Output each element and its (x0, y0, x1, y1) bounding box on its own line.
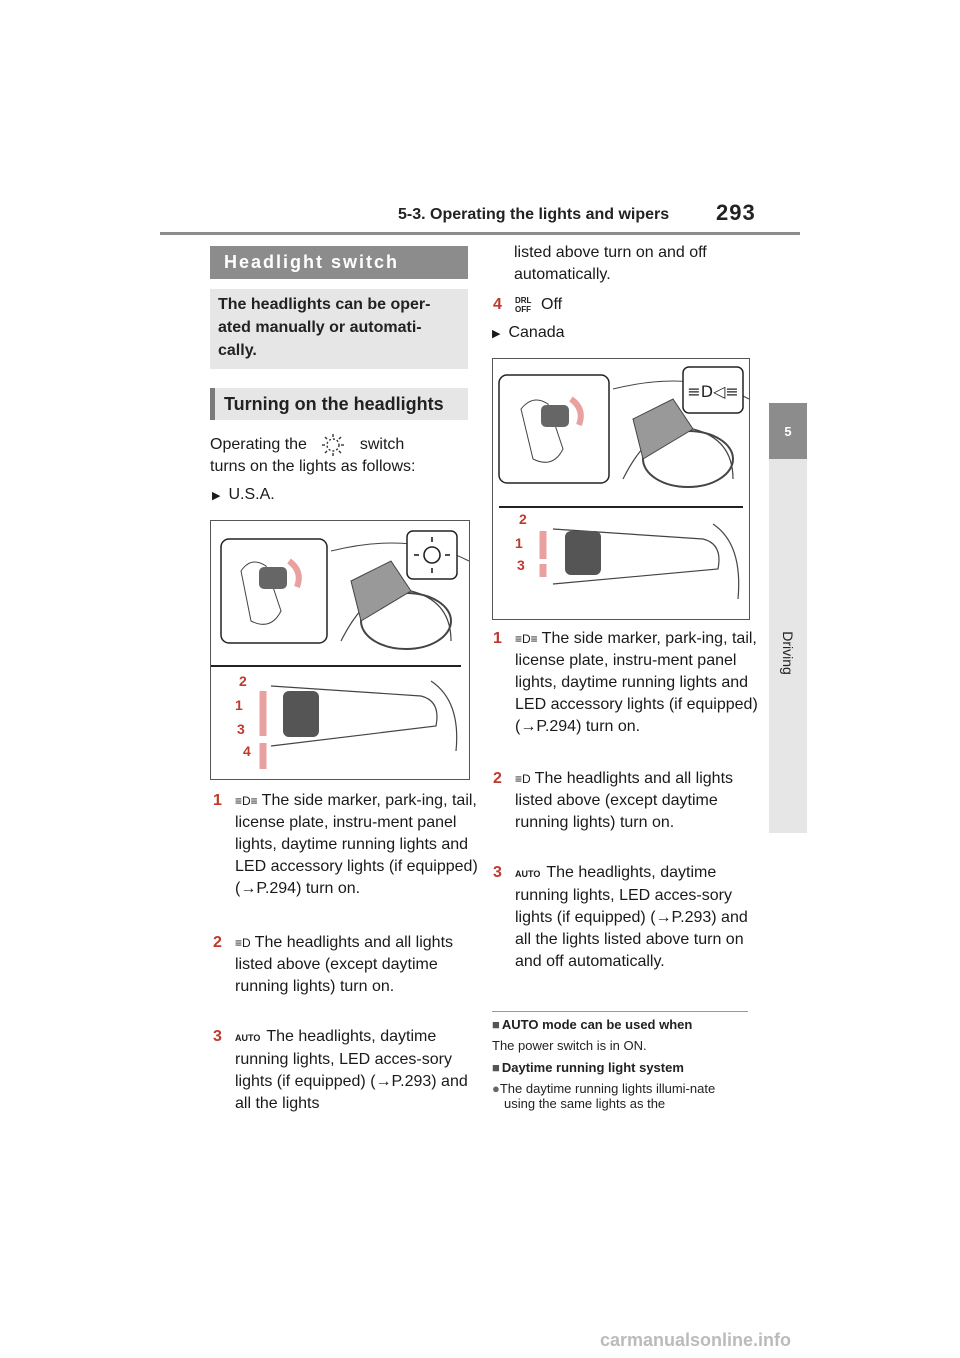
operating-text (210, 434, 470, 478)
note-block: ■ AUTO mode can be used when The power switch is in ON. ■ Daytime running light system ●The daytime running lights illumi-nate using the same lights as the (492, 1017, 748, 1111)
continued-text: listed above turn on and off automatically. (514, 244, 707, 283)
canada-figure (492, 358, 750, 620)
auto-icon: AUTO (235, 1033, 261, 1043)
figure-label: 1 (235, 697, 243, 713)
intro-box: The headlights can be oper-ated manually or automati-cally. (210, 289, 468, 369)
header-rule (160, 232, 800, 235)
operating-line2: turns on the lights as follows: (210, 458, 416, 476)
operating-after: switch (359, 436, 405, 454)
chapter-number: 5 (769, 403, 807, 459)
operating-before: Operating the (210, 436, 307, 454)
figure-label: 1 (515, 535, 523, 551)
circle-bullet-icon: ● (492, 1081, 500, 1096)
region-usa: ▶ U.S.A. (212, 486, 275, 503)
square-bullet-icon: ■ (492, 1017, 500, 1032)
figure-label: 2 (239, 673, 247, 689)
canada-illustration (493, 359, 749, 619)
headlight-icon: ≡D (515, 772, 531, 786)
subheading: Turning on the headlights (210, 388, 468, 420)
side-marker-icon: ≡D≡ (515, 632, 538, 646)
auto-icon: AUTO (515, 869, 541, 879)
chapter-label: Driving (780, 631, 796, 675)
page-number: 293 (716, 200, 756, 225)
figure-label: 4 (243, 743, 251, 759)
usa-figure (210, 520, 470, 780)
side-marker-icon: ≡D≡ (235, 794, 258, 808)
note-body: The power switch is in ON. (492, 1038, 647, 1053)
triangle-bullet-icon: ▶ (492, 328, 501, 340)
svg-text:≡D◁≡: ≡D◁≡ (687, 382, 739, 401)
region-canada: ▶ Canada (492, 324, 565, 341)
chapter-tab (769, 403, 807, 833)
section-title: 5-3. Operating the lights and wipers (398, 206, 670, 223)
section-heading: Headlight switch (210, 246, 468, 279)
drl-off-icon: DRL OFF (515, 295, 532, 314)
triangle-bullet-icon: ▶ (212, 490, 221, 502)
notes-rule (492, 1011, 748, 1012)
figure-label: 3 (237, 721, 245, 737)
usa-illustration (211, 521, 469, 779)
figure-label: 3 (517, 557, 525, 573)
square-bullet-icon: ■ (492, 1060, 500, 1075)
watermark: carmanualsonline.info (600, 1330, 792, 1350)
headlight-switch-icon (311, 434, 355, 456)
figure-label: 2 (519, 511, 527, 527)
headlight-icon: ≡D (235, 936, 251, 950)
